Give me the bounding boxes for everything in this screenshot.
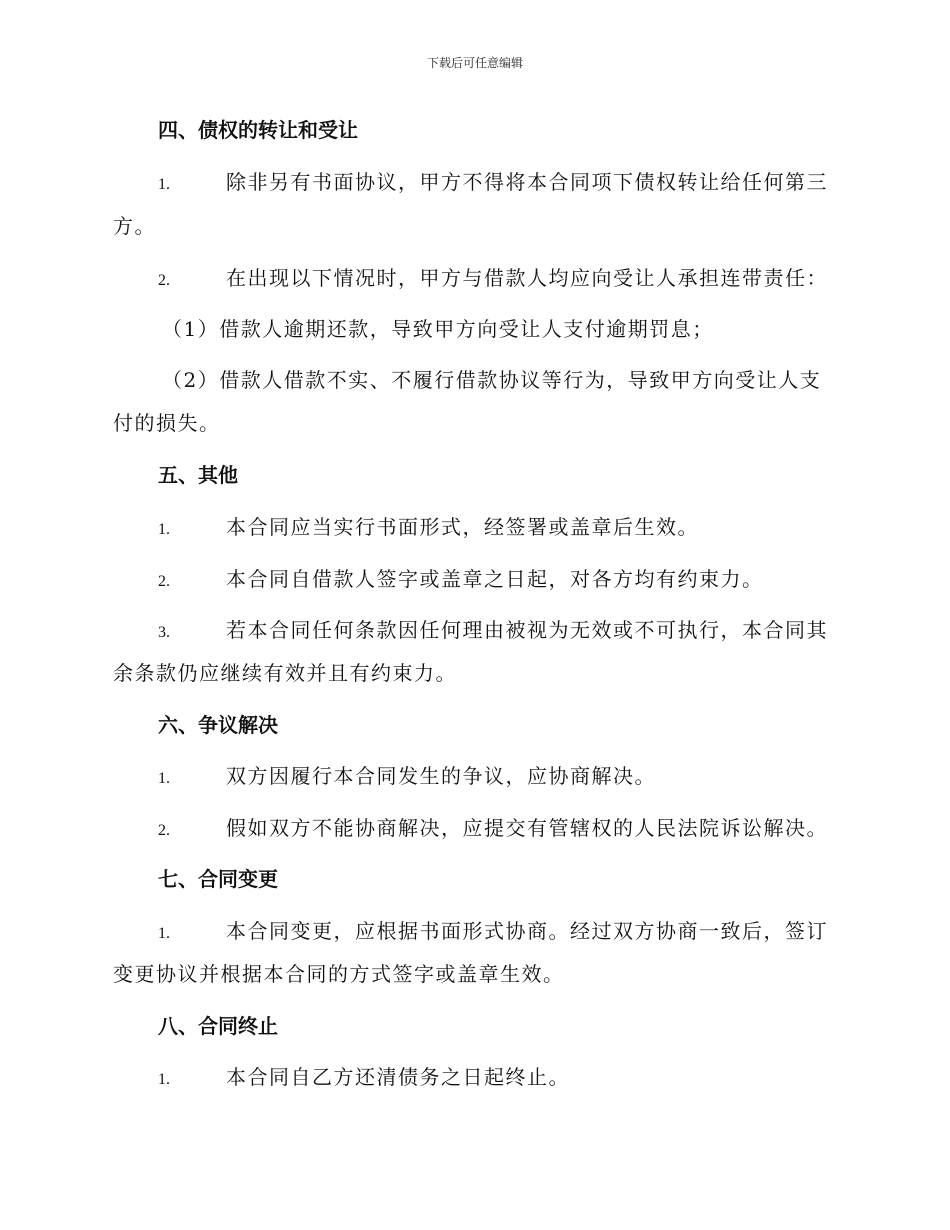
clause-number: 1. xyxy=(158,176,170,193)
clause-6-1 xyxy=(158,760,656,789)
sub-clause-1: （1）借款人逾期还款，导致甲方向受让人支付逾期罚息； xyxy=(162,317,714,341)
sub-clause-2: （2）借款人借款不实、不履行借款协议等行为，导致甲方向受让人支 xyxy=(162,368,822,392)
section-heading-termination: 八、合同终止 xyxy=(158,1014,278,1038)
clause-text: 本合同自借款人签字或盖章之日起，对各方均有约束力。 xyxy=(226,567,764,591)
clause-number: 2. xyxy=(158,272,170,289)
clause-5-2 xyxy=(158,563,764,592)
clause-text: 双方因履行本合同发生的争议，应协商解决。 xyxy=(226,764,656,788)
header-note: 下载后可任意编辑 xyxy=(426,56,523,70)
clause-4-1 xyxy=(158,166,828,195)
section-heading-dispute: 六、争议解决 xyxy=(158,713,278,737)
clause-text: 在出现以下情况时，甲方与借款人均应向受让人承担连带责任： xyxy=(226,266,828,290)
clause-text: 本合同应当实行书面形式，经签署或盖章后生效。 xyxy=(226,515,699,539)
section-heading-transfer: 四、债权的转让和受让 xyxy=(158,118,358,142)
clause-number: 1. xyxy=(158,925,170,942)
clause-text: 本合同变更，应根据书面形式协商。经过双方协商一致后，签订 xyxy=(226,919,828,943)
clause-5-3 xyxy=(158,614,828,643)
clause-text: 本合同自乙方还清债务之日起终止。 xyxy=(226,1065,570,1089)
clause-text: 除非另有书面协议，甲方不得将本合同项下债权转让给任何第三 xyxy=(226,170,828,194)
clause-4-1-continuation: 方。 xyxy=(113,214,156,238)
clause-number: 1. xyxy=(158,1071,170,1088)
clause-5-3-continuation: 余条款仍应继续有效并且有约束力。 xyxy=(113,661,457,685)
clause-number: 2. xyxy=(158,822,170,839)
clause-6-2 xyxy=(158,812,828,841)
clause-number: 3. xyxy=(158,624,170,641)
clause-5-1 xyxy=(158,511,699,540)
clause-number: 1. xyxy=(158,521,170,538)
section-heading-amendment: 七、合同变更 xyxy=(158,867,278,891)
clause-7-1 xyxy=(158,915,828,944)
clause-text: 若本合同任何条款因任何理由被视为无效或不可执行，本合同其 xyxy=(226,618,828,642)
sub-clause-2-continuation: 付的损失。 xyxy=(113,411,221,435)
clause-4-2 xyxy=(158,262,828,291)
clause-number: 1. xyxy=(158,770,170,787)
clause-number: 2. xyxy=(158,573,170,590)
section-heading-other: 五、其他 xyxy=(158,463,238,487)
clause-text: 假如双方不能协商解决，应提交有管辖权的人民法院诉讼解决。 xyxy=(226,816,828,840)
clause-7-1-continuation: 变更协议并根据本合同的方式签字或盖章生效。 xyxy=(113,962,565,986)
clause-8-1 xyxy=(158,1061,570,1090)
